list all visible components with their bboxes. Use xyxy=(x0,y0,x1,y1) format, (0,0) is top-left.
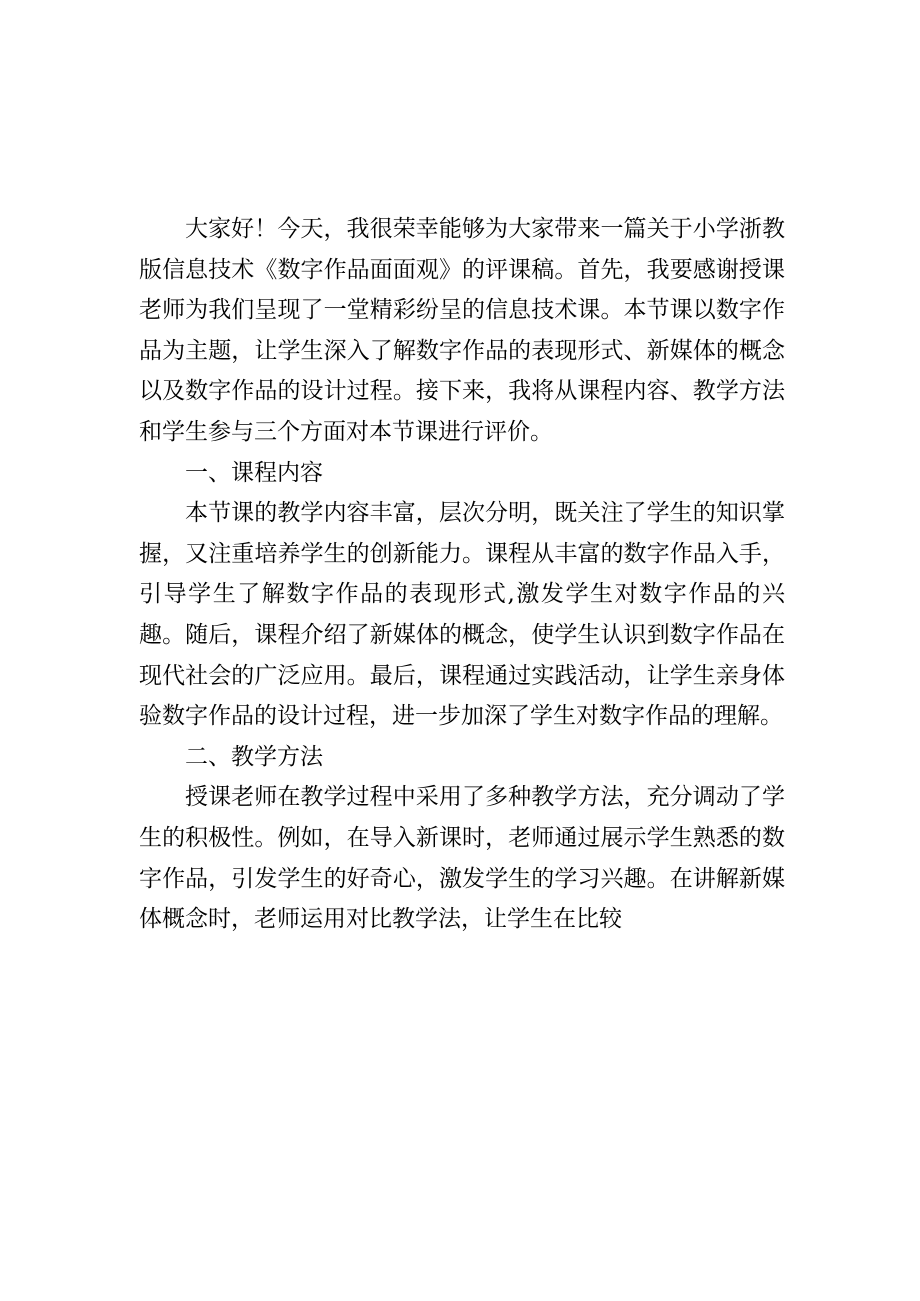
section-heading-teaching-methods: 二、教学方法 xyxy=(185,743,323,770)
section-heading-course-content: 一、课程内容 xyxy=(185,459,323,486)
course-content-paragraph: 本节课的教学内容丰富，层次分明，既关注了学生的知识掌握，又注重培养学生的创新能力。课程从丰富的数字作品入手，引导学生了解数字作品的表现形式,激发学生对数字作品的兴趣。随后，课程介绍了新媒体的概念，使学生认识到数字作品在现代社会的广泛应用。最后，课程通过实践活动，让学生亲身体验数字作品的设计过程，进一步加深了学生对数字作品的理解。 xyxy=(139,500,785,730)
document-body xyxy=(139,209,785,940)
teaching-methods-paragraph: 授课老师在教学过程中采用了多种教学方法，充分调动了学生的积极性。例如，在导入新课时，老师通过展示学生熟悉的数字作品，引发学生的好奇心，激发学生的学习兴趣。在讲解新媒体概念时，老师运用对比教学法，让学生在比较 xyxy=(139,784,785,933)
intro-paragraph: 大家好！今天，我很荣幸能够为大家带来一篇关于小学浙教版信息技术《数字作品面面观》的评课稿。首先，我要感谢授课老师为我们呈现了一堂精彩纷呈的信息技术课。本节课以数字作品为主题，让学生深入了解数字作品的表现形式、新媒体的概念以及数字作品的设计过程。接下来，我将从课程内容、教学方法和学生参与三个方面对本节课进行评价。 xyxy=(139,216,785,445)
